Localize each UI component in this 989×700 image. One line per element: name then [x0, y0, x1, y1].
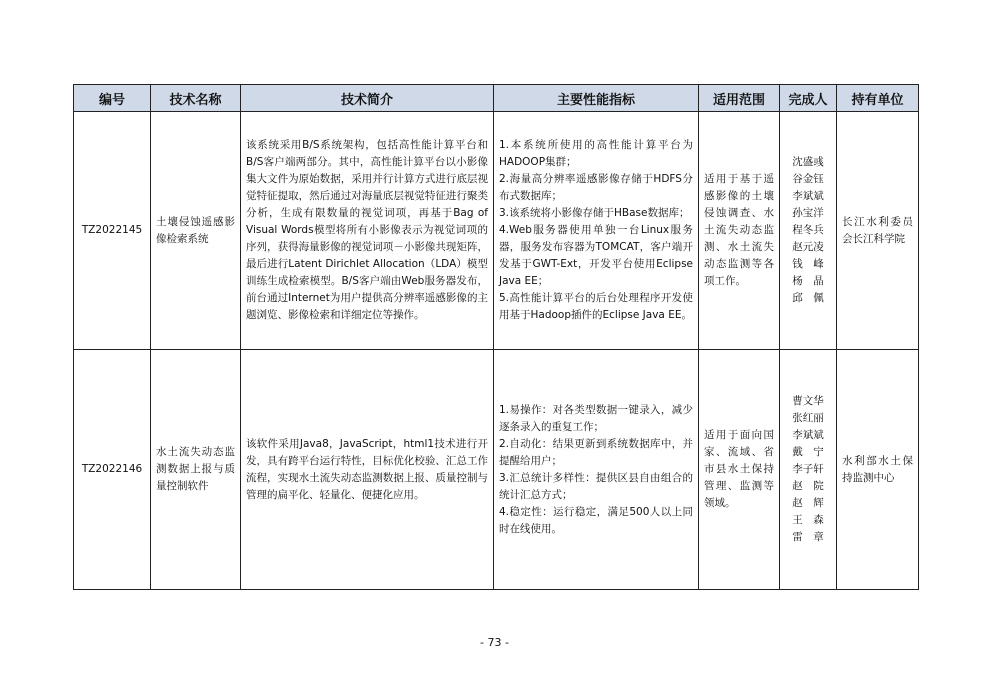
table-row [74, 350, 919, 590]
row-people [780, 350, 837, 590]
person: 沈盛彧 [792, 156, 824, 168]
table-row [74, 112, 919, 350]
person: 杨 晶 [792, 275, 824, 287]
person: 赵元凌 [792, 241, 824, 253]
person: 李子轩 [792, 463, 824, 475]
row-unit: 水利部水土保持监测中心 [837, 350, 919, 590]
row-name: 土壤侵蚀遥感影像检索系统 [151, 112, 241, 350]
tech-table [73, 84, 919, 590]
metric-item: 4.稳定性：运行稳定，满足500人以上同时在线使用。 [499, 505, 693, 535]
header-row [74, 85, 919, 112]
row-id: TZ2022146 [74, 350, 151, 590]
header-intro: 技术简介 [241, 85, 494, 112]
row-scope: 适用于面向国家、流域、省市县水土保持管理、监测等领域。 [699, 350, 780, 590]
person: 王 森 [792, 514, 824, 526]
person: 张红丽 [792, 412, 824, 424]
page-number: - 73 - [480, 636, 509, 649]
header-people: 完成人 [780, 85, 837, 112]
person: 邱 佩 [792, 292, 824, 304]
header-id: 编号 [74, 85, 151, 112]
header-metrics: 主要性能指标 [494, 85, 699, 112]
person: 李斌斌 [792, 190, 824, 202]
metric-item: 3.该系统将小影像存储于HBase数据库； [499, 207, 690, 219]
person: 程冬兵 [792, 224, 824, 236]
metric-item: 2.海量高分辨率遥感影像存储于HDFS分布式数据库； [499, 173, 693, 202]
person: 曹文华 [792, 395, 824, 407]
header-scope: 适用范围 [699, 85, 780, 112]
row-id: TZ2022145 [74, 112, 151, 350]
row-scope: 适用于基于遥感影像的土壤侵蚀调查、水土流失动态监测、水土流失动态监测等各项工作。 [699, 112, 780, 350]
header-unit: 持有单位 [837, 85, 919, 112]
person: 孙宝洋 [792, 207, 824, 219]
metric-item: 1.本系统所使用的高性能计算平台为HADOOP集群； [499, 139, 693, 168]
metric-item: 1.易操作：对各类型数据一键录入，减少逐条录入的重复工作； [499, 403, 693, 433]
row-metrics [494, 112, 699, 350]
row-unit: 长江水利委员会长江科学院 [837, 112, 919, 350]
metric-item: 5.高性能计算平台的后台处理程序开发使用基于Hadoop插件的Eclipse Java EE。 [499, 292, 693, 321]
person: 谷金钰 [792, 173, 824, 185]
metric-item: 3.汇总统计多样性：提供区县自由组合的统计汇总方式； [499, 471, 693, 501]
row-intro: 该软件采用Java8，JavaScript，html1技术进行开发，具有跨平台运行特性，目标优化校验、汇总工作流程，实现水土流失动态监测数据上报、质量控制与管理的扁平化、轻量化、便捷化应用。 [241, 350, 494, 590]
row-people [780, 112, 837, 350]
person: 雷 章 [792, 531, 824, 543]
person: 李斌斌 [792, 429, 824, 441]
header-name: 技术名称 [151, 85, 241, 112]
metric-item: 2.自动化：结果更新到系统数据库中，并提醒给用户； [499, 437, 693, 467]
metric-item: 4.Web服务器使用单独一台Linux服务器，服务发布容器为TOMCAT，客户端开发基于GWT-Ext，开发平台使用Eclipse Java EE； [499, 224, 693, 287]
row-intro: 该系统采用B/S系统架构，包括高性能计算平台和B/S客户端两部分。其中，高性能计算平台以小影像集大文件为原始数据，采用并行计算方式进行底层视觉特征提取，然后通过对海量底层视觉特征进行聚类分析，生成有限数量的视觉词项，再基于Bag of Visual Words模型将所有小影像表示为视觉词项的序列，获得海量影像的视觉词项－小影像共现矩阵，最后进行Latent Dirichlet Allocation（LDA）模型训练生成检索模型。B/S客户端由Web服务器发布，前台通过Internet为用户提供高分辨率遥感影像的主题浏览、影像检索和详细定位等操作。 [241, 112, 494, 350]
row-name: 水土流失动态监测数据上报与质量控制软件 [151, 350, 241, 590]
person: 赵 辉 [792, 497, 824, 509]
person: 赵 院 [792, 480, 824, 492]
person: 戴 宁 [792, 446, 824, 458]
person: 钱 峰 [792, 258, 824, 270]
row-metrics [494, 350, 699, 590]
